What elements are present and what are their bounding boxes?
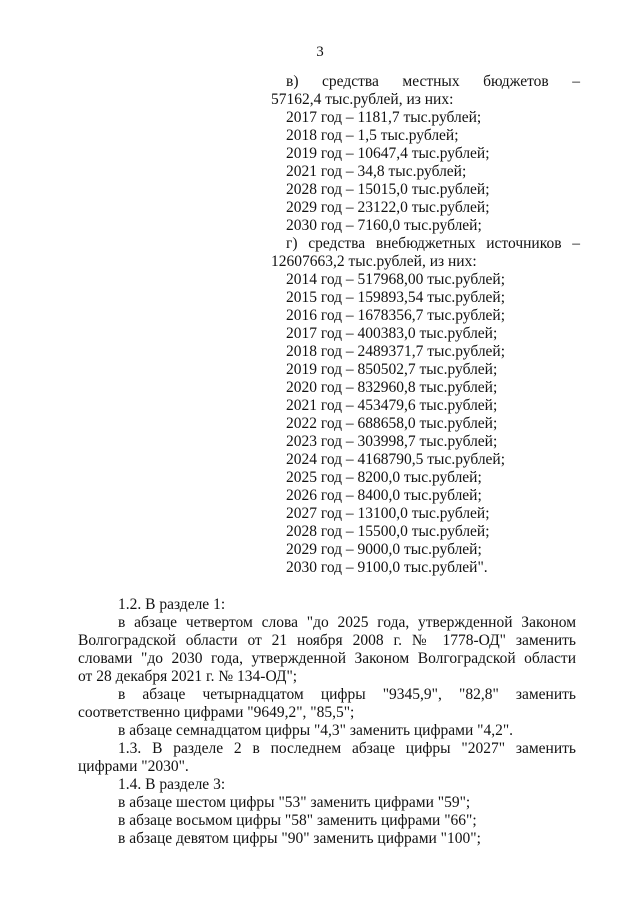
list-item: 2024 год – 4168790,5 тыс.рублей; bbox=[286, 451, 506, 468]
extrabudgetary-heading: г) средства внебюджетных источников – bbox=[286, 235, 580, 252]
paragraph-line: соответственно цифрами "9649,2", "85,5"; bbox=[78, 704, 355, 721]
paragraph-line: от 28 декабря 2021 г. № 134-ОД"; bbox=[78, 668, 298, 685]
section-1-3-line: цифрами "2030". bbox=[78, 758, 189, 775]
list-item: 2030 год – 7160,0 тыс.рублей; bbox=[286, 217, 482, 234]
section-1-4-title: 1.4. В разделе 3: bbox=[118, 776, 226, 793]
list-item: 2017 год – 1181,7 тыс.рублей; bbox=[286, 109, 482, 126]
list-item: 2020 год – 832960,8 тыс.рублей; bbox=[286, 379, 498, 396]
list-item: 2028 год – 15500,0 тыс.рублей; bbox=[286, 523, 490, 540]
section-1-2-title: 1.2. В разделе 1: bbox=[118, 596, 226, 613]
section-1-3-line: 1.3. В разделе 2 в последнем абзаце цифры "2027" заменить bbox=[118, 740, 576, 757]
local-budget-total: 57162,4 тыс.рублей, из них: bbox=[271, 91, 454, 108]
list-item: 2015 год – 159893,54 тыс.рублей; bbox=[286, 289, 506, 306]
list-item: 2017 год – 400383,0 тыс.рублей; bbox=[286, 325, 498, 342]
list-item: 2026 год – 8400,0 тыс.рублей; bbox=[286, 487, 482, 504]
paragraph-line: в абзаце четырнадцатом цифры "9345,9", "82,8" заменить bbox=[118, 686, 576, 703]
paragraph-line: словами "до 2030 года, утвержденной Законом Волгоградской области bbox=[78, 650, 576, 667]
list-item: в абзаце восьмом цифры "58" заменить цифрами "66"; bbox=[118, 812, 477, 829]
list-item: 2019 год – 10647,4 тыс.рублей; bbox=[286, 145, 490, 162]
list-item: 2016 год – 1678356,7 тыс.рублей; bbox=[286, 307, 506, 324]
list-item: 2027 год – 13100,0 тыс.рублей; bbox=[286, 505, 490, 522]
list-item: 2021 год – 453479,6 тыс.рублей; bbox=[286, 397, 498, 414]
list-item: 2022 год – 688658,0 тыс.рублей; bbox=[286, 415, 498, 432]
list-item: 2021 год – 34,8 тыс.рублей; bbox=[286, 163, 467, 180]
list-item: 2018 год – 2489371,7 тыс.рублей; bbox=[286, 343, 506, 360]
list-item: 2023 год – 303998,7 тыс.рублей; bbox=[286, 433, 498, 450]
paragraph-line: в абзаце семнадцатом цифры "4,3" заменить цифрами "4,2". bbox=[118, 722, 514, 739]
paragraph-line: Волгоградской области от 21 ноября 2008 г. № 1778-ОД" заменить bbox=[78, 632, 576, 649]
list-item: 2030 год – 9100,0 тыс.рублей". bbox=[286, 559, 488, 576]
extrabudgetary-total: 12607663,2 тыс.рублей, из них: bbox=[271, 253, 477, 270]
list-item: 2014 год – 517968,00 тыс.рублей; bbox=[286, 271, 506, 288]
list-item: 2028 год – 15015,0 тыс.рублей; bbox=[286, 181, 490, 198]
paragraph-line: в абзаце четвертом слова "до 2025 года, утвержденной Законом bbox=[118, 614, 576, 631]
list-item: 2025 год – 8200,0 тыс.рублей; bbox=[286, 469, 482, 486]
list-item: 2029 год – 9000,0 тыс.рублей; bbox=[286, 541, 482, 558]
list-item: 2029 год – 23122,0 тыс.рублей; bbox=[286, 199, 490, 216]
list-item: 2018 год – 1,5 тыс.рублей; bbox=[286, 127, 459, 144]
list-item: в абзаце шестом цифры "53" заменить цифрами "59"; bbox=[118, 794, 471, 811]
page-number: 3 bbox=[316, 44, 324, 60]
list-item: в абзаце девятом цифры "90" заменить цифрами "100"; bbox=[118, 830, 481, 847]
local-budget-heading: в) средства местных бюджетов – bbox=[286, 73, 580, 90]
list-item: 2019 год – 850502,7 тыс.рублей; bbox=[286, 361, 498, 378]
